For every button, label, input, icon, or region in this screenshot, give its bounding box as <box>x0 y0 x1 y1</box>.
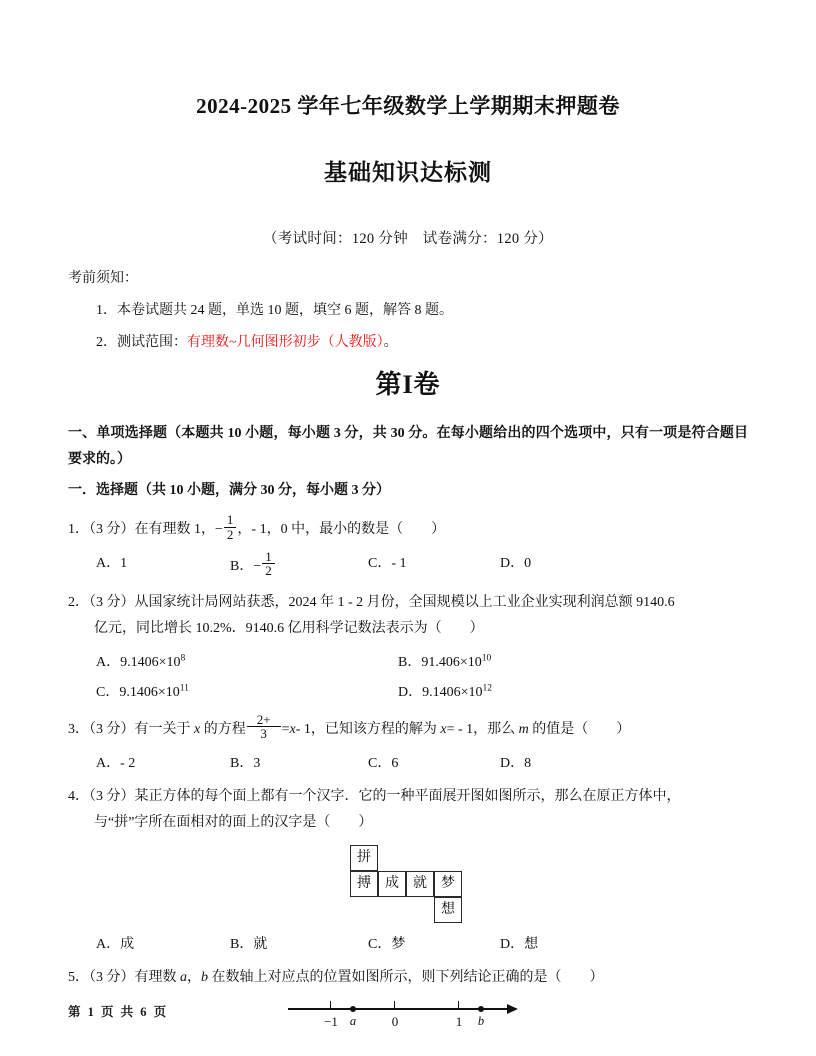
question-2-option-b-exponent: 10 <box>481 653 492 664</box>
question-3-text-f: 的值是（ ） <box>528 722 631 738</box>
number-line-label-a: a <box>349 1014 357 1029</box>
question-3-option-b-label: B． <box>230 755 254 771</box>
number-line-point-a <box>350 1006 356 1012</box>
cube-net-cell-bottom: 想 <box>434 897 462 923</box>
number-line-arrow-icon <box>507 1004 518 1014</box>
cube-net-cell-top: 拼 <box>350 845 378 871</box>
question-1-negative-sign: − <box>215 522 223 538</box>
question-3-option-b[interactable] <box>230 750 260 778</box>
question-2-stem-line-1 <box>68 590 748 617</box>
question-2-option-c-exponent: 11 <box>179 683 189 694</box>
question-3-variable-x3: x <box>440 722 447 738</box>
question-3-text-a: 有一关于 <box>134 722 194 738</box>
question-2-option-b-mantissa: 91.406×10 <box>421 654 482 670</box>
number-line-label-neg1: −1 <box>324 1014 338 1030</box>
question-3-option-a[interactable] <box>96 750 135 778</box>
question-3 <box>68 703 748 744</box>
cube-net-cell-middle-2: 成 <box>378 871 406 897</box>
number-line-tick-0 <box>394 1001 395 1009</box>
question-4-option-d-label: D． <box>500 936 525 952</box>
question-3-fraction <box>247 713 281 741</box>
question-4-number: 4． <box>68 788 89 804</box>
question-4-option-a-value: 成 <box>120 936 135 952</box>
page-title: 2024-2025 学年七年级数学上学期期末押题卷 <box>196 94 620 118</box>
notice-item-2-scope: 有理数~几何图形初步（人教版） <box>187 334 384 350</box>
question-4-stem-line-1 <box>68 784 748 811</box>
section-subheading: 一．选择题（共 10 小题，满分 30 分，每小题 3 分） <box>68 483 390 499</box>
question-5-text-c: 在数轴上对应点的位置如图所示，则下列结论正确的是（ ） <box>208 969 604 985</box>
question-3-options <box>68 744 748 774</box>
question-5-variable-a: a <box>180 969 187 985</box>
question-2-number: 2． <box>68 594 89 610</box>
cube-net-cell-middle-1: 搏 <box>350 871 378 897</box>
question-4-option-c-value: 梦 <box>391 936 406 952</box>
question-2-options-row-1 <box>68 643 748 673</box>
question-2-option-d-exponent: 12 <box>482 683 493 694</box>
question-1-option-d[interactable] <box>500 550 531 578</box>
question-4-option-c-label: C． <box>368 936 392 952</box>
question-2-stem-line-2: 亿元，同比增长 10.2%．9140.6 亿用科学记数法表示为（ ） <box>94 621 484 637</box>
question-3-option-d[interactable] <box>500 750 531 778</box>
question-4-points: （3 分） <box>89 788 135 804</box>
question-3-text-b: 的方程 <box>200 722 246 738</box>
question-1-option-b-denominator: 2 <box>265 563 272 579</box>
question-2-points: （3 分） <box>89 594 135 610</box>
question-3-fraction-denominator: 3 <box>260 726 267 742</box>
number-line-label-b: b <box>477 1014 485 1029</box>
question-1-option-b-fraction <box>262 550 275 578</box>
question-4-option-b-value: 就 <box>253 936 268 952</box>
question-2 <box>68 580 748 643</box>
question-5-points: （3 分） <box>89 969 135 985</box>
cube-net-grid <box>350 845 466 925</box>
question-3-variable-x: x <box>194 722 201 738</box>
page-footer: 第 1 页 共 6 页 <box>68 1005 169 1019</box>
number-line-label-1: 1 <box>455 1014 463 1030</box>
question-4-option-b[interactable] <box>230 931 267 959</box>
question-5-number: 5． <box>68 969 89 985</box>
question-3-stem <box>68 713 748 744</box>
number-line-tick-neg1 <box>330 1001 331 1009</box>
question-3-option-c[interactable] <box>368 750 398 778</box>
question-1-option-a[interactable] <box>96 550 127 578</box>
question-2-option-d-mantissa: 9.1406×10 <box>422 684 483 700</box>
number-line-figure <box>68 991 748 1037</box>
question-3-variable-m: m <box>518 722 529 738</box>
question-1-fraction-denominator: 2 <box>226 526 234 542</box>
question-3-variable-x2: x <box>289 722 296 738</box>
question-1-option-c[interactable] <box>368 550 407 578</box>
question-3-option-a-value: - 2 <box>120 755 136 771</box>
number-line-point-b <box>478 1006 484 1012</box>
question-5 <box>68 955 748 992</box>
notice-item-2-prefix: 2．测试范围： <box>96 334 187 350</box>
question-2-text-line-1: 从国家统计局网站获悉，2024 年 1 - 2 月份，全国规模以上工业企业实现利润总额 9140.6 <box>134 594 675 610</box>
question-1-option-d-value: 0 <box>524 555 532 571</box>
question-5-text-a: 有理数 <box>134 969 180 985</box>
question-1-stem <box>68 513 748 544</box>
question-2-option-b-label: B． <box>398 654 422 670</box>
question-1-option-a-label: A． <box>96 555 121 571</box>
question-1-option-b-label: B． <box>230 558 254 574</box>
question-4-text-line-1: 某正方体的每个面上都有一个汉字．它的一种平面展开图如图所示，那么在原正方体中， <box>134 788 681 804</box>
question-2-option-c[interactable] <box>96 679 189 707</box>
question-3-option-a-label: A． <box>96 755 121 771</box>
question-2-options-row-2 <box>68 673 748 703</box>
question-1-option-b-sign: − <box>253 558 262 574</box>
question-4-option-a[interactable] <box>96 931 134 959</box>
question-2-option-a-label: A． <box>96 654 121 670</box>
question-1-options <box>68 544 748 580</box>
notice-item-2 <box>68 321 748 353</box>
question-1-number: 1． <box>68 522 89 538</box>
question-3-option-d-label: D． <box>500 755 525 771</box>
number-line <box>288 997 528 1037</box>
question-5-text-b: ， <box>187 969 201 985</box>
question-3-option-d-value: 8 <box>524 755 532 771</box>
question-3-fraction-numerator: 2+ <box>247 713 281 728</box>
question-1-option-b[interactable] <box>230 550 276 581</box>
question-1-text-b: ，- 1，0 中，最小的数是（ ） <box>237 522 446 538</box>
number-line-label-0: 0 <box>391 1014 399 1030</box>
cube-net-cell-middle-3: 就 <box>406 871 434 897</box>
exam-meta: （考试时间：120 分钟 试卷满分：120 分） <box>263 230 553 247</box>
notice-heading: 考前须知： <box>68 270 138 286</box>
question-2-option-d[interactable] <box>398 679 492 707</box>
number-line-axis <box>288 1008 510 1009</box>
question-4-option-c[interactable] <box>368 931 405 959</box>
question-3-text-c: = <box>281 722 290 738</box>
question-4-option-b-label: B． <box>230 936 254 952</box>
question-1-option-b-numerator: 1 <box>262 550 275 565</box>
question-2-option-a-exponent: 8 <box>180 653 186 664</box>
question-4 <box>68 774 748 837</box>
question-3-text-e: = - 1，那么 <box>446 722 519 738</box>
question-2-option-d-label: D． <box>398 684 423 700</box>
question-1-points: （3 分） <box>89 522 135 538</box>
question-2-option-a-mantissa: 9.1406×10 <box>120 654 181 670</box>
question-1-option-c-label: C． <box>368 555 392 571</box>
notice-item-1: 1．本卷试题共 24 题，单选 10 题，填空 6 题，解答 8 题。 <box>96 302 453 318</box>
number-line-tick-1 <box>458 1001 459 1009</box>
question-4-option-d[interactable] <box>500 931 538 959</box>
section-intro: 一、单项选择题（本题共 10 小题，每小题 3 分，共 30 分。在每小题给出的四个选项中，只有一项是符合题目要求的。） <box>68 426 748 468</box>
volume-heading: 第I卷 <box>375 369 441 399</box>
question-1-option-a-value: 1 <box>120 555 128 571</box>
notice-item-2-suffix: 。 <box>383 334 398 350</box>
question-3-option-c-label: C． <box>368 755 392 771</box>
question-3-number: 3． <box>68 722 89 738</box>
question-3-text-d: - 1，已知该方程的解为 <box>295 722 441 738</box>
question-4-options <box>68 925 748 955</box>
question-5-variable-b: b <box>201 969 208 985</box>
question-1-option-d-label: D． <box>500 555 525 571</box>
cube-net-figure <box>68 837 748 925</box>
question-2-option-c-label: C． <box>96 684 120 700</box>
question-1-text-a: 在有理数 1， <box>134 522 215 538</box>
question-1-fraction-numerator: 1 <box>224 513 237 528</box>
question-3-option-c-value: 6 <box>391 755 399 771</box>
cube-net-cell-middle-4: 梦 <box>434 871 462 897</box>
question-1-option-c-value: - 1 <box>391 555 407 571</box>
question-4-stem-line-2: 与“拼”字所在面相对的面上的汉字是（ ） <box>94 815 373 831</box>
question-3-option-b-value: 3 <box>253 755 261 771</box>
question-5-stem <box>68 965 748 992</box>
question-4-option-d-value: 想 <box>524 936 539 952</box>
page-subtitle: 基础知识达标测 <box>324 160 492 186</box>
question-2-option-c-mantissa: 9.1406×10 <box>119 684 180 700</box>
question-1-fraction <box>224 513 237 541</box>
question-4-option-a-label: A． <box>96 936 121 952</box>
question-3-points: （3 分） <box>89 722 135 738</box>
question-1 <box>68 503 748 544</box>
